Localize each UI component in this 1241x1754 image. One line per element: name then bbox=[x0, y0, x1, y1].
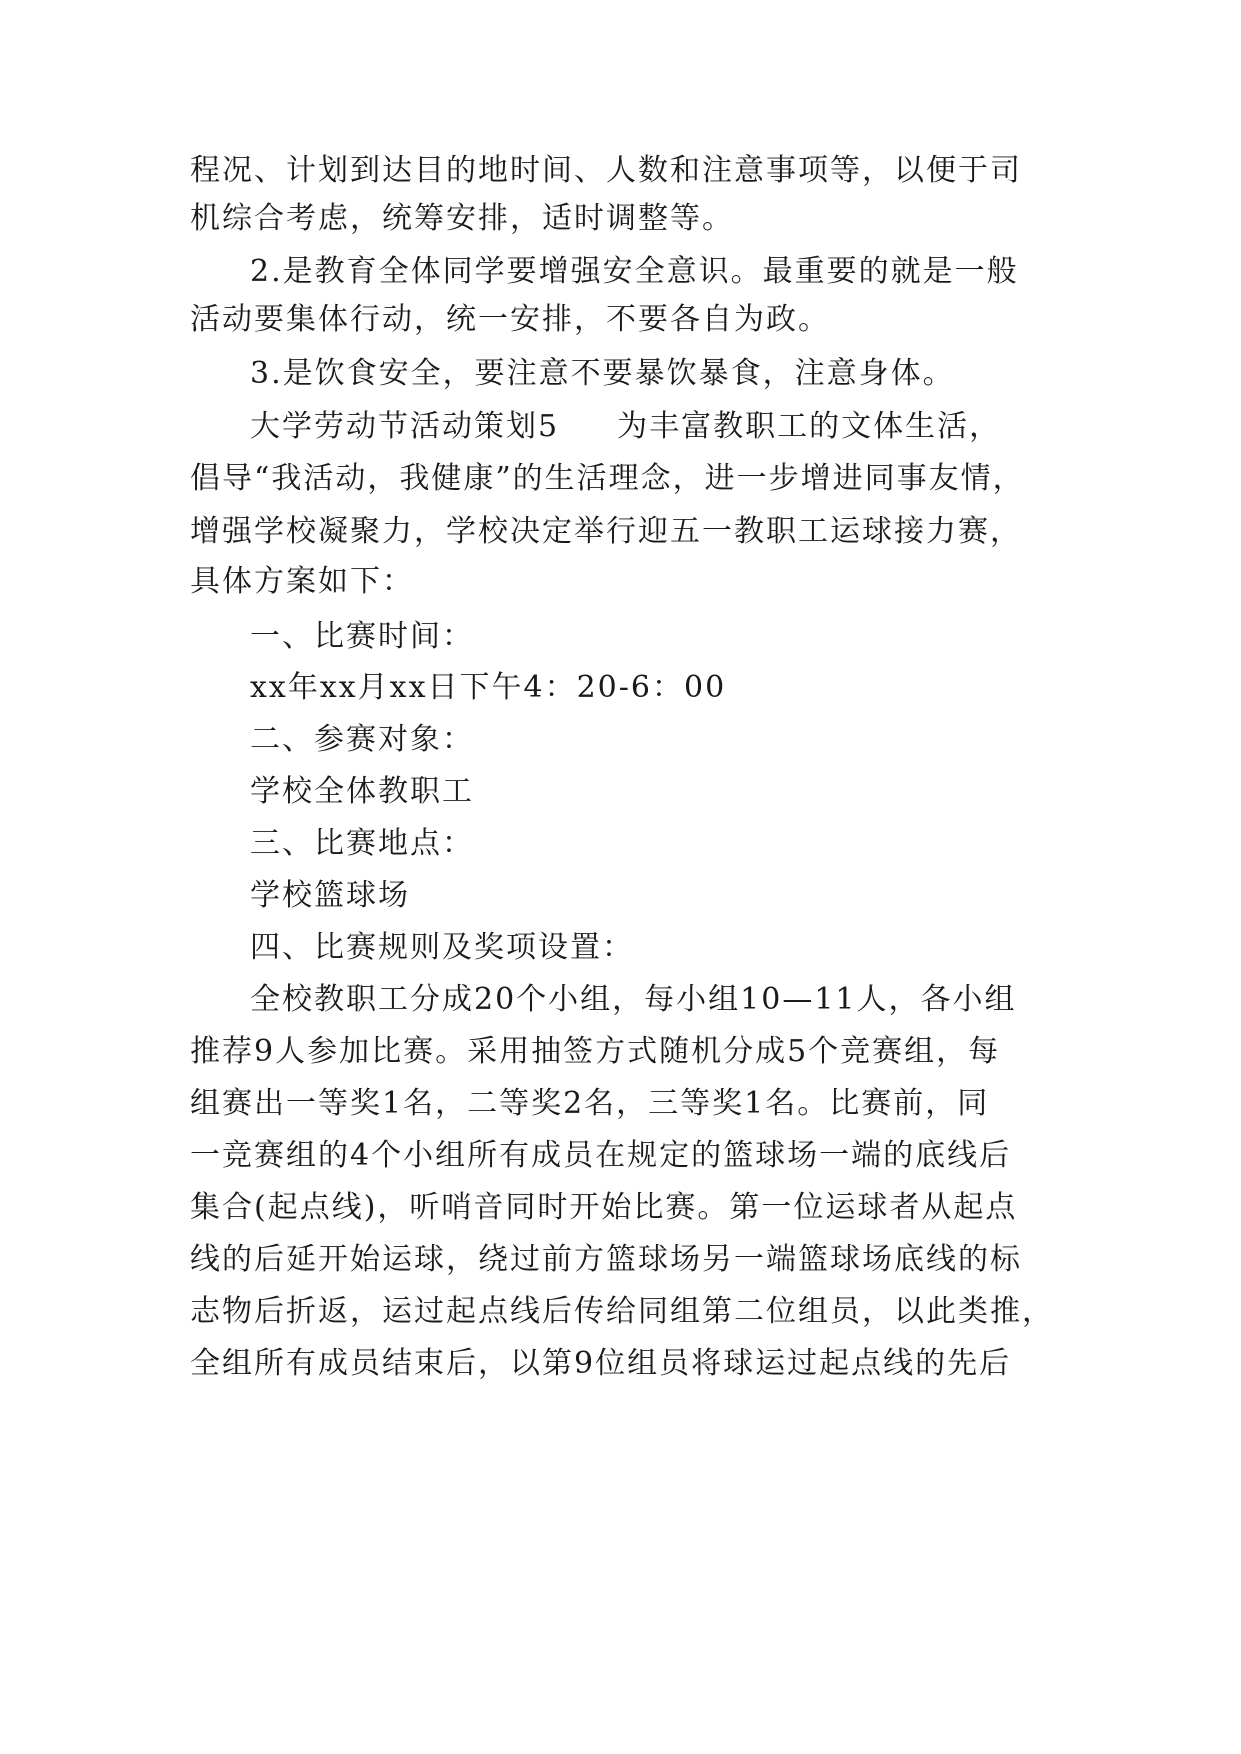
text-line: 集合(起点线)，听哨音同时开始比赛。第一位运球者从起点 bbox=[190, 1190, 1018, 1225]
text-line: 机综合考虑，统筹安排，适时调整等。 bbox=[190, 201, 734, 236]
text-line: 倡导“我活动，我健康”的生活理念，进一步增进同事友情， bbox=[190, 461, 1025, 496]
text-line: 程况、计划到达目的地时间、人数和注意事项等，以便于司 bbox=[190, 153, 1022, 188]
text-line: 增强学校凝聚力，学校决定举行迎五一教职工运球接力赛， bbox=[190, 514, 1022, 549]
text-line bbox=[250, 403, 1050, 451]
text-line: 学校篮球场 bbox=[250, 878, 410, 913]
text-line: 四、比赛规则及奖项设置： bbox=[250, 930, 634, 965]
text-line: 全组所有成员结束后，以第9位组员将球运过起点线的先后 bbox=[190, 1346, 1012, 1381]
section-heading: 大学劳动节活动策划5 bbox=[250, 409, 560, 444]
text-line: 学校全体教职工 bbox=[250, 774, 474, 809]
text-line: 3.是饮食安全，要注意不要暴饮暴食，注意身体。 bbox=[250, 356, 955, 391]
text-line: 具体方案如下： bbox=[190, 564, 414, 599]
text-line: 线的后延开始运球，绕过前方篮球场另一端篮球场底线的标 bbox=[190, 1242, 1022, 1277]
text-line: 一竞赛组的4个小组所有成员在规定的篮球场一端的底线后 bbox=[190, 1138, 1012, 1173]
text-line: 全校教职工分成20个小组，每小组10—11人，各小组 bbox=[250, 982, 1017, 1017]
text-line: 2.是教育全体同学要增强安全意识。最重要的就是一般 bbox=[250, 254, 1019, 289]
text-line: 活动要集体行动，统一安排，不要各自为政。 bbox=[190, 302, 830, 337]
text-line: 二、参赛对象： bbox=[250, 722, 474, 757]
text-line: 推荐9人参加比赛。采用抽签方式随机分成5个竞赛组，每 bbox=[190, 1034, 1001, 1069]
text-line: xx年xx月xx日下午4：20-6：00 bbox=[250, 670, 727, 705]
text-line: 志物后折返，运过起点线后传给同组第二位组员，以此类推， bbox=[190, 1294, 1054, 1329]
text-line: 三、比赛地点： bbox=[250, 826, 474, 861]
text-run: 为丰富教职工的文体生活， bbox=[617, 409, 1002, 444]
text-line: 一、比赛时间： bbox=[250, 619, 474, 654]
text-line: 组赛出一等奖1名，二等奖2名，三等奖1名。比赛前，同 bbox=[190, 1086, 990, 1121]
